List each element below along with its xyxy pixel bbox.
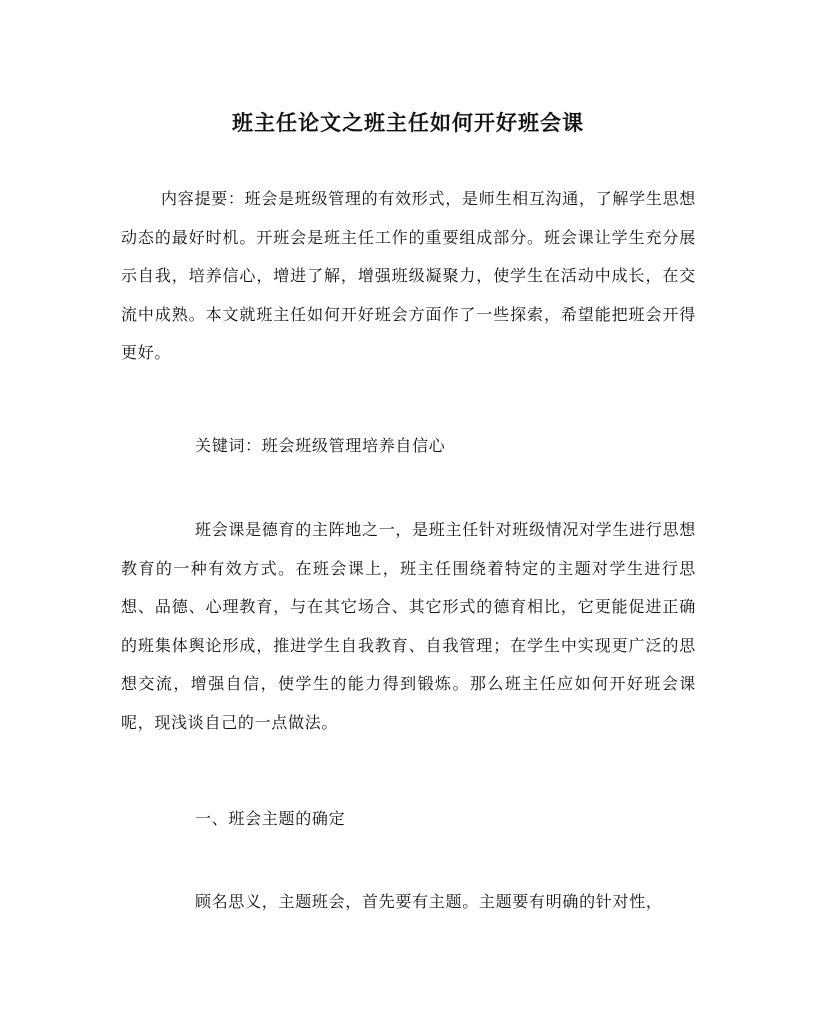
abstract-paragraph: 内容提要：班会是班级管理的有效形式，是师生相互沟通，了解学生思想动态的最好时机。开班会是班主任工作的重要组成部分。班会课让学生充分展示自我，培养信心，增进了解，增强班级凝聚力，使学生在活动中成长，在交流中成熟。本文就班主任如何开好班会方面作了一些探索，希望能把班会开得更好。: [121, 189, 696, 362]
body-paragraph: 班会课是德育的主阵地之一，是班主任针对班级情况对学生进行思想教育的一种有效方式。在班会课上，班主任围绕着特定的主题对学生进行思想、品德、心理教育，与在其它场合、其它形式的德育相比，它更能促进正确的班集体舆论形成，推进学生自我教育、自我管理；在学生中实现更广泛的思想交流，增强自信，使学生的能力得到锻炼。那么班主任应如何开好班会课呢，现浅谈自己的一点做法。: [121, 520, 697, 732]
document-title: 班主任论文之班主任如何开好班会课: [232, 110, 584, 135]
section-heading: 一、班会主题的确定: [195, 809, 346, 828]
keywords-line: 关键词：班会班级管理培养自信心: [195, 436, 446, 455]
body-paragraph: 顾名思义，主题班会，首先要有主题。主题要有明确的针对性，: [195, 892, 663, 911]
